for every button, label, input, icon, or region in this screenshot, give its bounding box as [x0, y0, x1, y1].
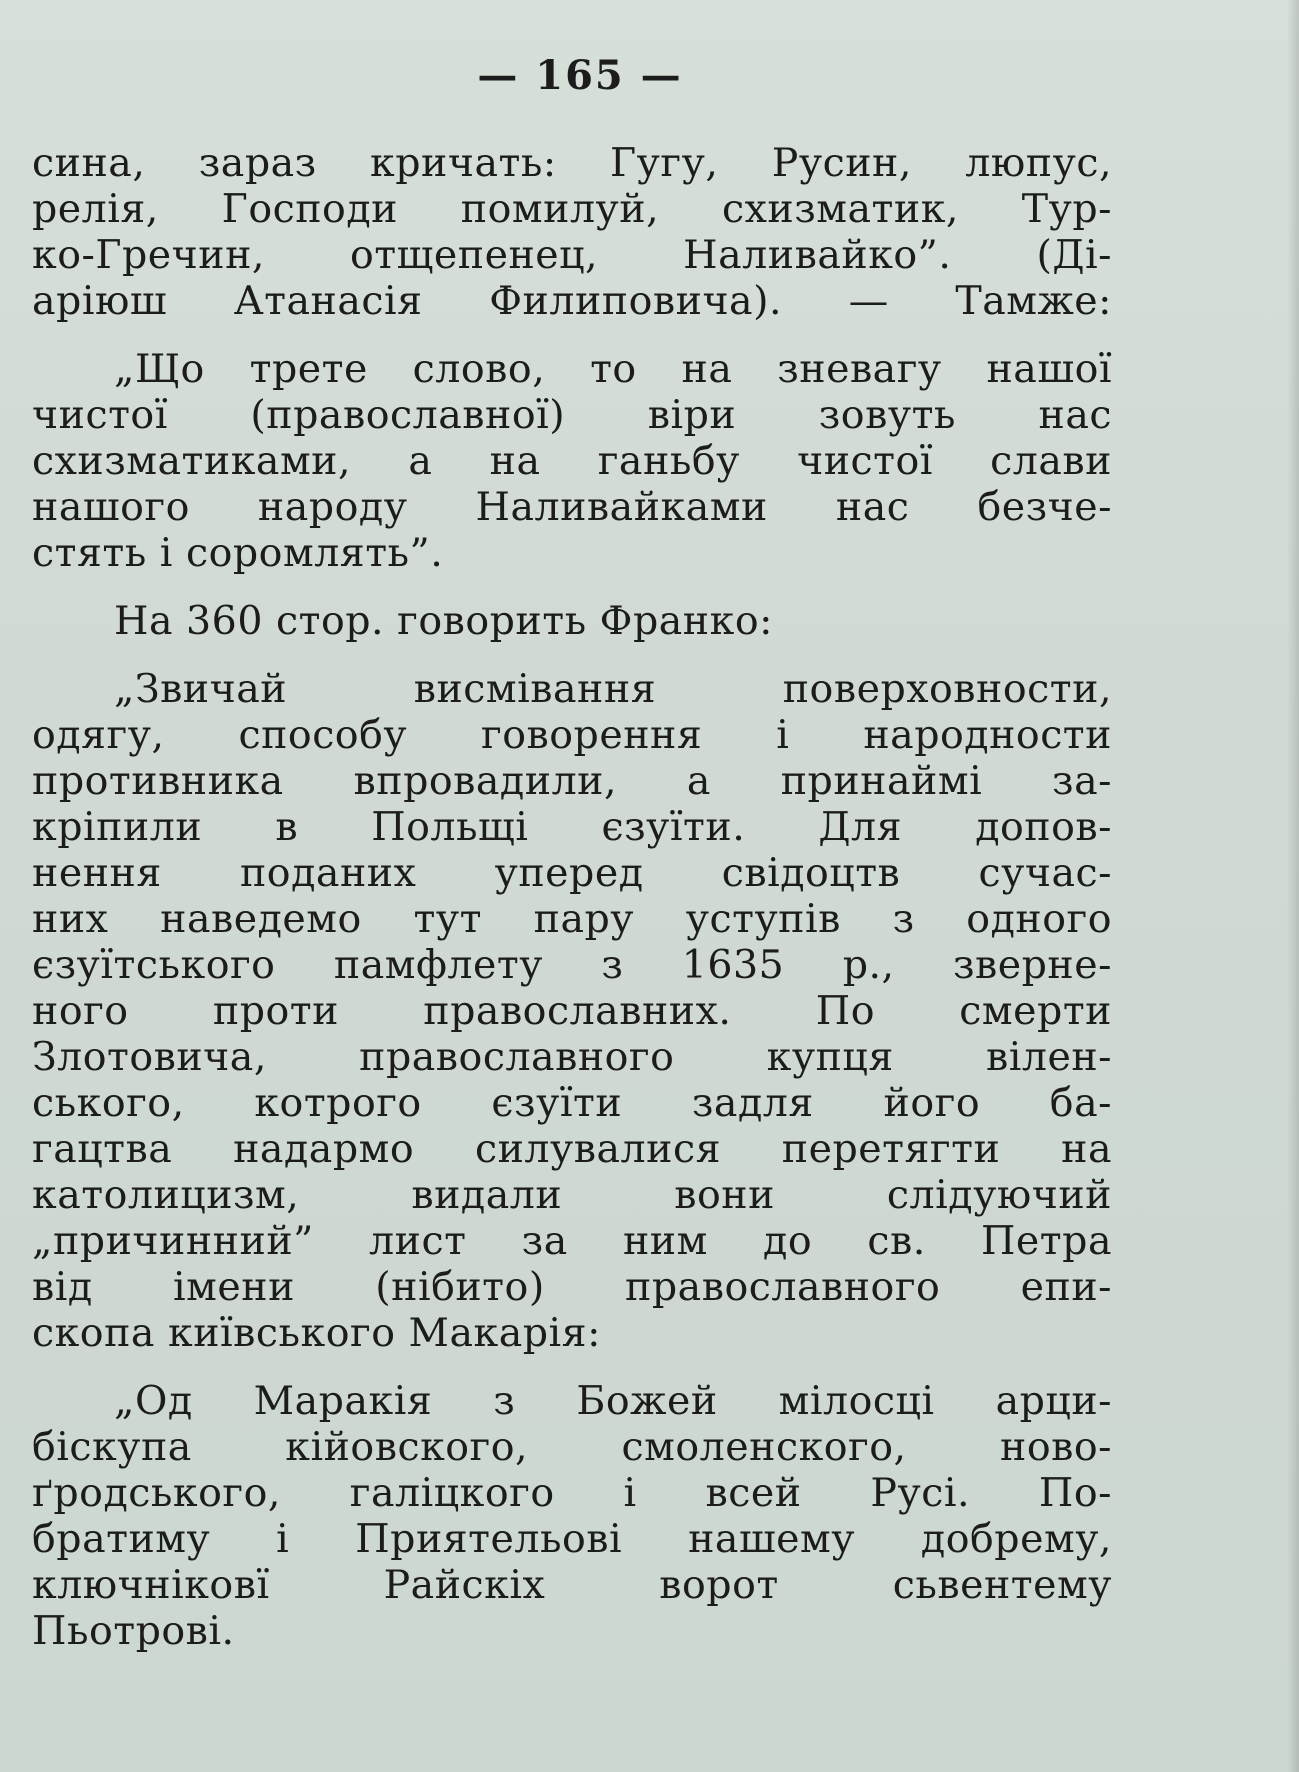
paragraph-2: [32, 346, 1112, 576]
text-line: стять і соромлять”.: [32, 530, 444, 576]
text-line: нення поданих уперед свідоцтв сучас-: [32, 850, 1112, 896]
paragraph-1: [32, 140, 1112, 324]
paragraph-3: [32, 598, 1112, 644]
page-number: — 165 —: [477, 52, 683, 99]
text-line: „Од Маракія з Божей мілосці арци-: [114, 1378, 1112, 1424]
text-line: схизматиками, а на ганьбу чистої слави: [32, 438, 1112, 484]
paragraph-5: [32, 1378, 1112, 1654]
text-line: від імени (нібито) православного епи-: [32, 1264, 1112, 1310]
text-line: них наведемо тут пару уступів з одного: [32, 896, 1112, 942]
text-line: біскупа кійовского, смоленского, ново-: [32, 1424, 1112, 1470]
page-edge-shadow: [1287, 0, 1299, 1772]
text-line: кріпили в Польщі єзуїти. Для допов-: [32, 804, 1112, 850]
text-line: аріюш Атанасія Филиповича). — Тамже:: [32, 278, 1112, 324]
text-line: „причинний” лист за ним до св. Петра: [32, 1218, 1112, 1264]
text-line: ко-Гречин, отщепенец, Наливайко”. (Ді-: [32, 232, 1112, 278]
paragraph-4: [32, 666, 1112, 1356]
text-line: гацтва надармо силувалися перетягти на: [32, 1126, 1112, 1172]
text-line: ключніковї Райскіх ворот сьвентему: [32, 1562, 1112, 1608]
text-line: чистої (православної) віри зовуть нас: [32, 392, 1112, 438]
text-line: ного проти православних. По смерти: [32, 988, 1112, 1034]
text-line: єзуїтського памфлету з 1635 р., зверне-: [32, 942, 1112, 988]
text-line: одягу, способу говорення і народности: [32, 712, 1112, 758]
text-line: Злотовича, православного купця вілен-: [32, 1034, 1112, 1080]
text-line: сина, зараз кричать: Гугу, Русин, люпус,: [32, 140, 1112, 186]
body-text: [32, 140, 1112, 1654]
text-line: На 360 стор. говорить Франко:: [114, 598, 773, 644]
text-line: противника впровадили, а принаймі за-: [32, 758, 1112, 804]
text-line: ґродського, галіцкого і всей Русі. По-: [32, 1470, 1112, 1516]
text-line: „Що трете слово, то на зневагу нашої: [114, 346, 1112, 392]
text-line: братиму і Приятельові нашему добрему,: [32, 1516, 1112, 1562]
text-line: католицизм, видали вони слідуючий: [32, 1172, 1112, 1218]
text-line: релія, Господи помилуй, схизматик, Тур-: [32, 186, 1112, 232]
text-line: нашого народу Наливайками нас безче-: [32, 484, 1112, 530]
text-line: „Звичай висмівання поверховности,: [114, 666, 1112, 712]
text-line: ського, котрого єзуїти задля його ба-: [32, 1080, 1112, 1126]
text-line: скопа київського Макарія:: [32, 1310, 601, 1356]
text-line: Пьотрові.: [32, 1608, 235, 1654]
